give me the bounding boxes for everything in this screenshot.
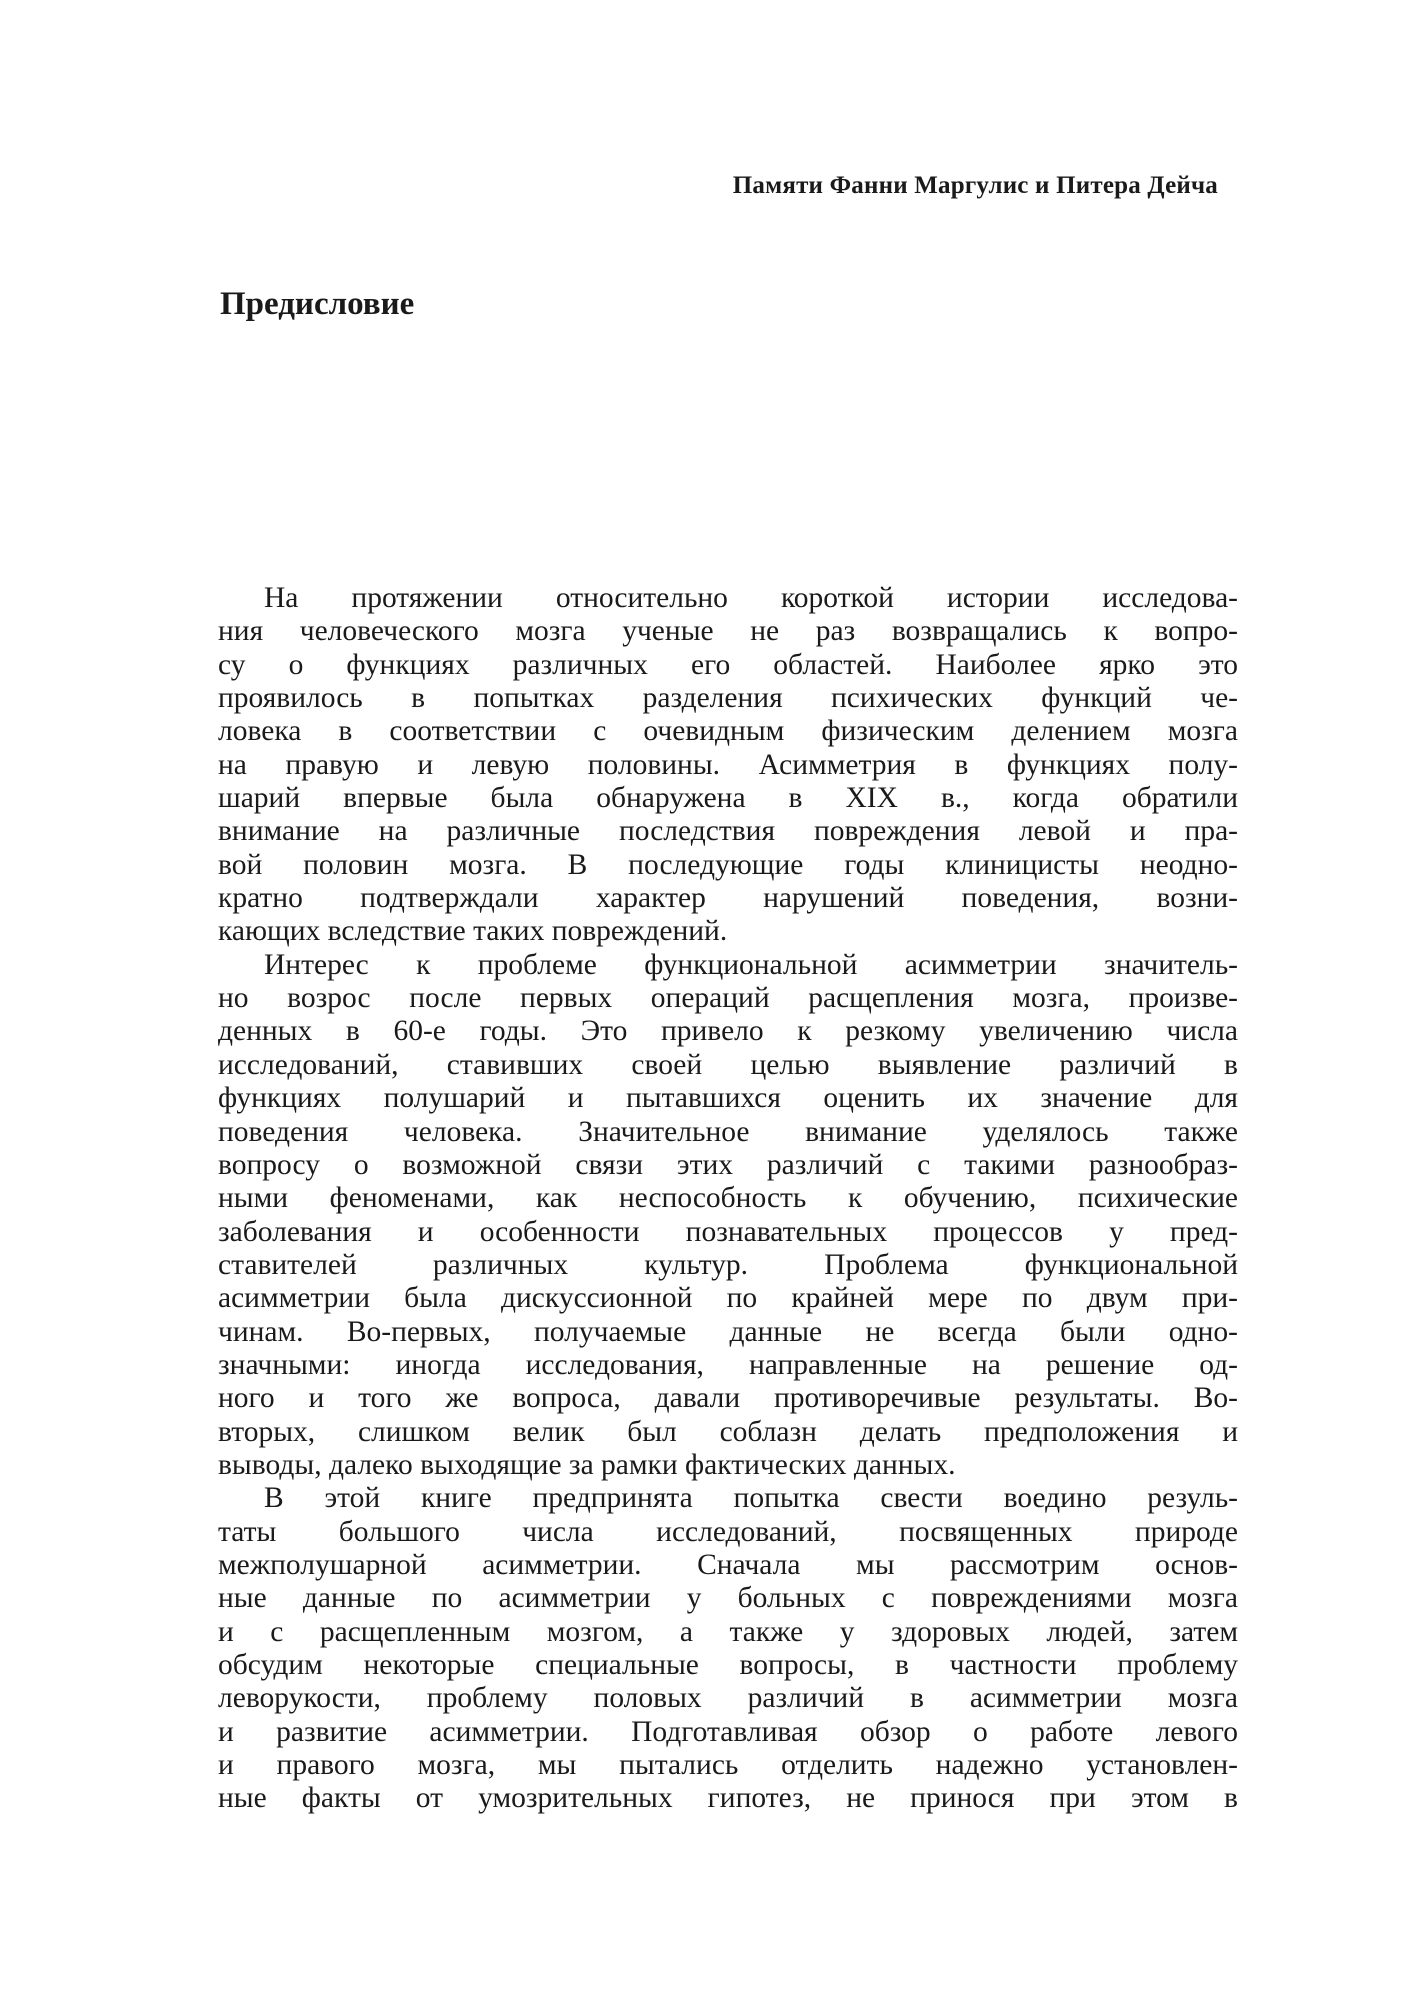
text-line: внимание на различные последствия повреждения левой и пра- xyxy=(218,815,1238,848)
text-line: и правого мозга, мы пытались отделить надежно установлен- xyxy=(218,1749,1238,1782)
text-line: но возрос после первых операций расщепления мозга, произве- xyxy=(218,982,1238,1015)
text-line: леворукости, проблему половых различий в асимметрии мозга xyxy=(218,1682,1238,1715)
paragraph-3 xyxy=(218,1482,1238,1815)
text-line: ные факты от умозрительных гипотез, не принося при этом в xyxy=(218,1782,1238,1815)
text-line: и с расщепленным мозгом, а также у здоровых людей, затем xyxy=(218,1615,1238,1648)
text-line: су о функциях различных его областей. Наиболее ярко это xyxy=(218,648,1238,681)
text-line: поведения человека. Значительное внимание уделялось также xyxy=(218,1115,1238,1148)
text-line: обсудим некоторые специальные вопросы, в частности проблему xyxy=(218,1649,1238,1681)
text-line: на правую и левую половины. Асимметрия в функциях полу- xyxy=(218,748,1238,781)
text-line: На протяжении относительно короткой истории исследова- xyxy=(264,582,1238,614)
text-line: вопросу о возможной связи этих различий с такими разнообраз- xyxy=(218,1148,1238,1181)
text-line: проявилось в попытках разделения психических функций че- xyxy=(218,682,1238,715)
body-text xyxy=(218,582,1238,1816)
text-line: В этой книге предпринята попытка свести воедино резуль- xyxy=(264,1482,1238,1515)
text-line: чинам. Во-первых, получаемые данные не всегда были одно- xyxy=(218,1315,1238,1348)
paragraph-2 xyxy=(218,949,1238,1483)
text-line: таты большого числа исследований, посвященных природе xyxy=(218,1515,1238,1548)
text-line: исследований, ставивших своей целью выявление различий в xyxy=(218,1048,1238,1081)
text-line: ного и того же вопроса, давали противоречивые результаты. Во- xyxy=(218,1382,1238,1415)
text-line: шарий впервые была обнаружена в XIX в., когда обратили xyxy=(218,782,1238,815)
text-line: Интерес к проблеме функциональной асимметрии значитель- xyxy=(264,948,1238,981)
text-line: ставителей различных культур. Проблема функциональной xyxy=(218,1248,1238,1281)
text-line: значными: иногда исследования, направленные на решение од- xyxy=(218,1348,1238,1381)
text-line: ловека в соответствии с очевидным физическим делением мозга xyxy=(218,715,1238,748)
text-line: кратно подтверждали характер нарушений поведения, возни- xyxy=(218,882,1238,915)
text-line: ные данные по асимметрии у больных с повреждениями мозга xyxy=(218,1582,1238,1615)
text-line: ными феноменами, как неспособность к обучению, психические xyxy=(218,1182,1238,1215)
text-line: денных в 60-е годы. Это привело к резкому увеличению числа xyxy=(218,1015,1238,1048)
text-line: кающих вследствие таких повреждений. xyxy=(218,915,728,948)
text-line: вой половин мозга. В последующие годы клиницисты неодно- xyxy=(218,848,1238,881)
text-line: ния человеческого мозга ученые не раз возвращались к вопро- xyxy=(218,615,1238,648)
text-line: межполушарной асимметрии. Сначала мы рассмотрим основ- xyxy=(218,1548,1238,1581)
text-line: и развитие асимметрии. Подготавливая обзор о работе левого xyxy=(218,1715,1238,1748)
paragraph-1 xyxy=(218,582,1238,949)
dedication: Памяти Фанни Маргулис и Питера Дейча xyxy=(732,172,1218,199)
text-line: выводы, далеко выходящие за рамки фактических данных. xyxy=(218,1448,956,1481)
text-line: заболевания и особенности познавательных процессов у пред- xyxy=(218,1215,1238,1248)
text-line: вторых, слишком велик был соблазн делать предположения и xyxy=(218,1415,1238,1448)
text-line: асимметрии была дискуссионной по крайней мере по двум при- xyxy=(218,1282,1238,1315)
chapter-title: Предисловие xyxy=(220,286,415,322)
text-line: функциях полушарий и пытавшихся оценить их значение для xyxy=(218,1082,1238,1115)
